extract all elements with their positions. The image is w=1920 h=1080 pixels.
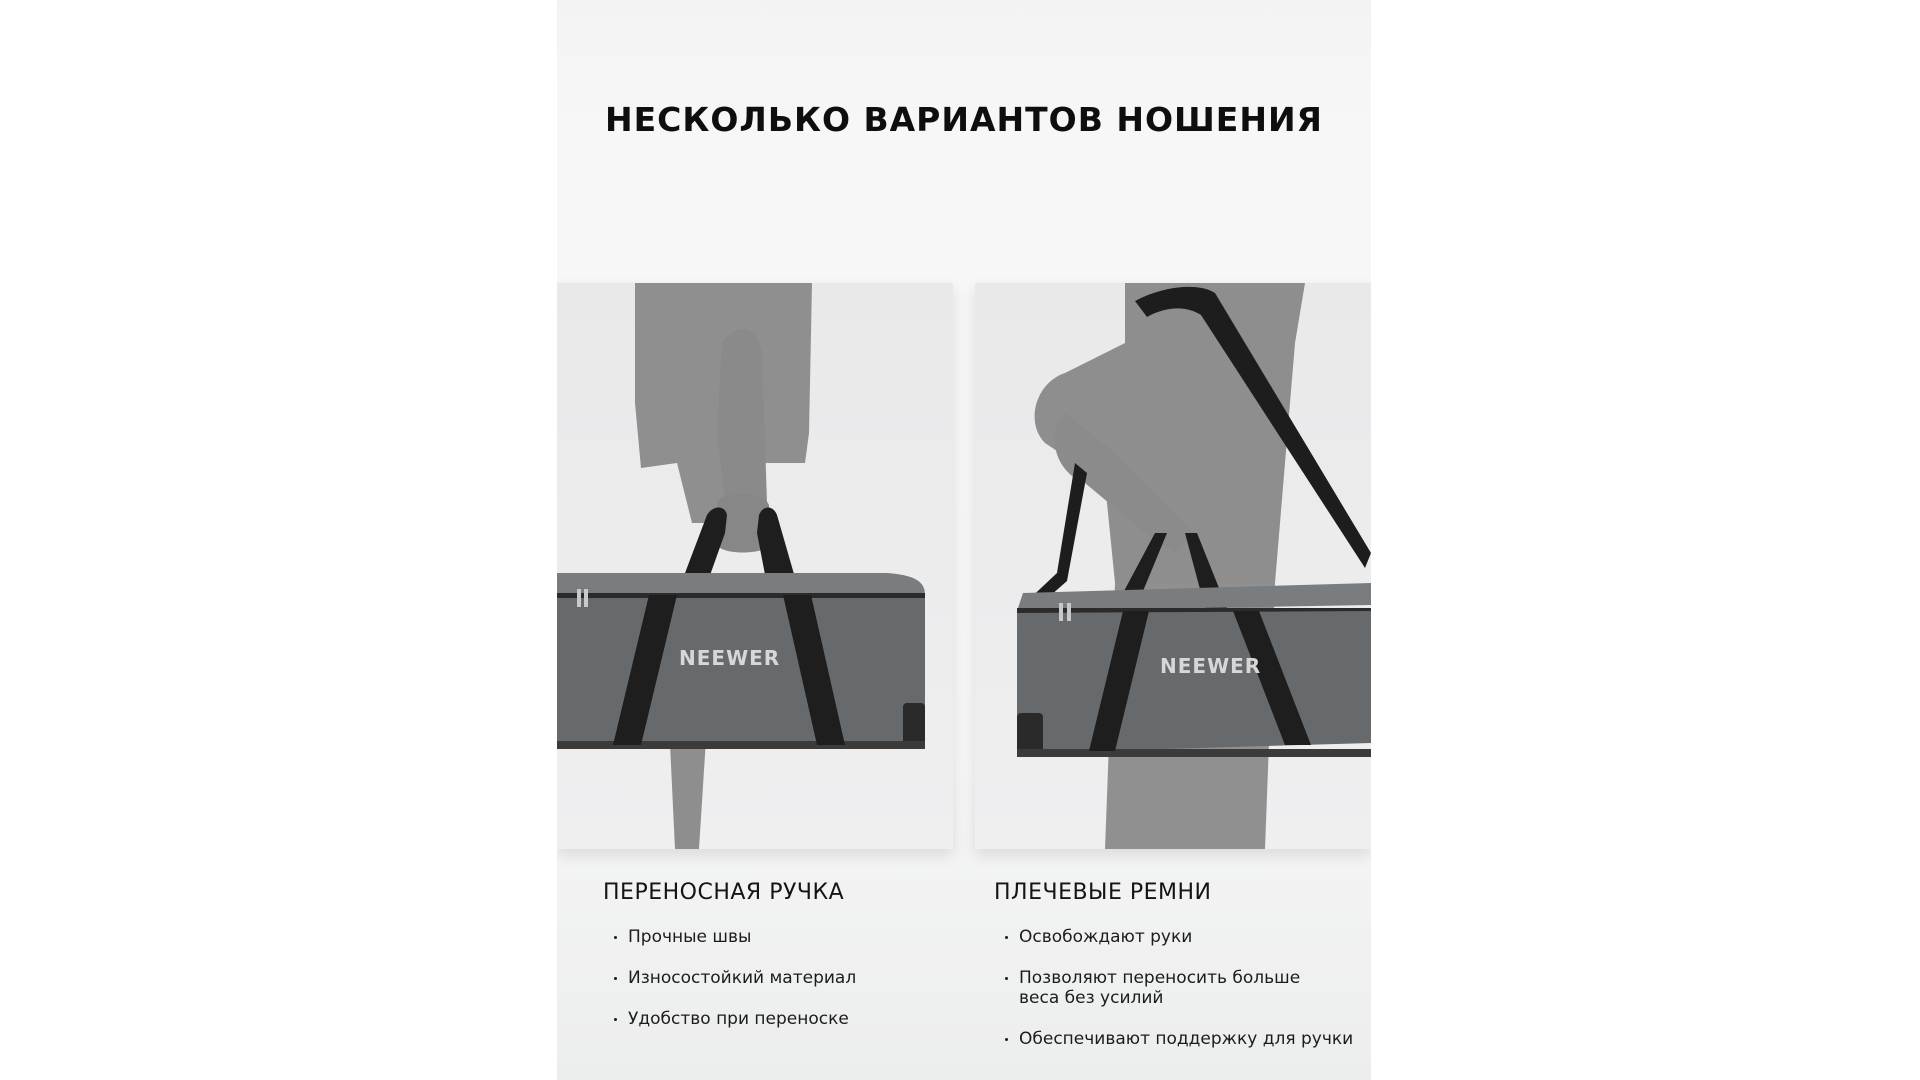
shoulder-strap-list [994, 927, 1364, 1049]
bullet-icon [1005, 1038, 1008, 1041]
carry-handle-heading: ПЕРЕНОСНАЯ РУЧКА [603, 880, 845, 905]
bullet-icon [614, 1018, 617, 1021]
bullet-icon [1005, 936, 1008, 939]
list-item: Обеспечивают поддержку для ручки [994, 1029, 1364, 1049]
list-item: Износостойкий материал [603, 968, 943, 988]
bullet-icon [614, 936, 617, 939]
bag-lid [557, 573, 925, 595]
list-item: Освобождают руки [994, 927, 1364, 947]
zipper-pull-icon [1059, 603, 1063, 621]
product-infographic [557, 0, 1371, 1080]
shoulder-strap-heading: ПЛЕЧЕВЫЕ РЕМНИ [994, 880, 1212, 905]
list-item: Удобство при переноске [603, 1009, 943, 1029]
bag-corner-guard [903, 703, 925, 745]
carry-handle-list [603, 927, 943, 1029]
shoulder-strap-panel [975, 283, 1371, 849]
shoulder-strap-features [994, 880, 1364, 1070]
bag-body [557, 598, 925, 745]
zipper-pull-icon [577, 589, 581, 607]
brand-logo: NEEWER [679, 646, 781, 670]
shoulder-strap-bag-illustration-icon [975, 283, 1371, 849]
bag-corner-guard [1017, 713, 1043, 755]
zipper-pull-icon [584, 589, 588, 607]
page-title: НЕСКОЛЬКО ВАРИАНТОВ НОШЕНИЯ [605, 100, 1323, 139]
carry-handle-panel [557, 283, 953, 849]
list-item: Позволяют переносить больше веса без усилий [994, 968, 1319, 1008]
bag-zipper [557, 593, 925, 598]
shoulder-strap-front [1023, 463, 1087, 611]
bag-body [1017, 611, 1371, 753]
zipper-pull-icon [1067, 603, 1071, 621]
list-item: Прочные швы [603, 927, 943, 947]
carry-handle-features [603, 880, 943, 1050]
bag-base [557, 741, 925, 749]
bullet-icon [614, 977, 617, 980]
arm-silhouette [717, 329, 767, 503]
brand-logo: NEEWER [1160, 654, 1262, 678]
bag-base [1017, 749, 1371, 757]
bullet-icon [1005, 977, 1008, 980]
carry-handle-bag-illustration-icon [557, 283, 953, 849]
